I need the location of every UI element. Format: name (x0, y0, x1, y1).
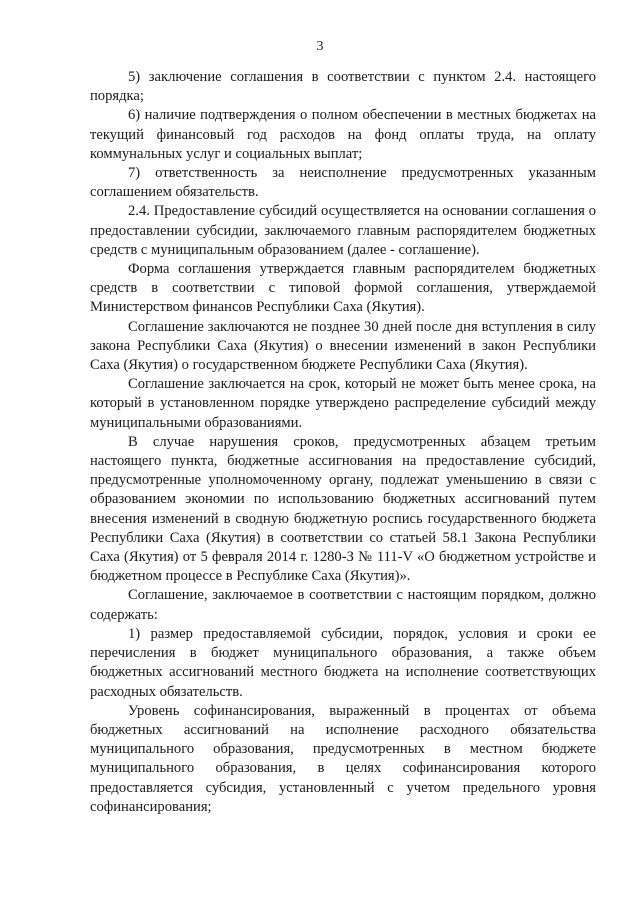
page-number: 3 (316, 39, 324, 54)
paragraph: 5) заключение соглашения в соответствии с пунктом 2.4. настоящего порядка; (90, 69, 596, 105)
paragraph: Уровень софинансирования, выраженный в процентах от объема бюджетных ассигнований на исполнение расходного обязательства муниципального образования, предусмотренных в местном бюджете муниципального образования, в целях софинансирования которого предоставляется субсидия, установленный с учетом предельного уровня софинансирования; (90, 702, 596, 815)
paragraph: В случае нарушения сроков, предусмотренных абзацем третьим настоящего пункта, бюджетные ассигнования на предоставление субсидий, предусмотренные уполномоченному органу, подлежат уменьшению в связи с образованием экономии по использованию бюджетных ассигнований путем внесения изменений в сводную бюджетную роспись государственного бюджета Республики Саха (Якутия) в соответствии со статьей 58.1 Закона Республики Саха (Якутия) от 5 февраля 2014 г. 1280-З № 111-V «О бюджетном устройстве и бюджетном процессе в Республике Саха (Якутия)». (90, 433, 596, 585)
paragraph: 6) наличие подтверждения о полном обеспечении в местных бюджетах на текущий финансовый год расходов на фонд оплаты труда, на оплату коммунальных услуг и социальных выплат; (90, 107, 596, 162)
paragraph: 1) размер предоставляемой субсидии, порядок, условия и сроки ее перечисления в бюджет муниципального образования, а также объем бюджетных ассигнований местного бюджета на исполнение соответствующих расходных обязательств. (90, 625, 596, 700)
paragraph: Соглашение заключаются не позднее 30 дней после дня вступления в силу закона Республики Саха (Якутия) о внесении изменений в закон Республики Саха (Якутия) о государственном бюджете Республики Саха (Якутия). (90, 318, 596, 374)
paragraph: Соглашение заключается на срок, который не может быть менее срока, на который в установленном порядке утверждено распределение субсидий между муниципальными образованиями. (90, 376, 596, 431)
paragraph: 7) ответственность за неисполнение предусмотренных указанным соглашением обязательств. (90, 165, 596, 201)
paragraph: Форма соглашения утверждается главным распорядителем бюджетных средств в соответствии с типовой формой соглашения, утверждаемой Министерством финансов Республики Саха (Якутия). (90, 261, 596, 316)
paragraph: Соглашение, заключаемое в соответствии с настоящим порядком, должно содержать: (90, 587, 596, 623)
document-body (90, 68, 596, 817)
paragraph: 2.4. Предоставление субсидий осуществляется на основании соглашения о предоставлении субсидии, заключаемого главным распорядителем бюджетных средств с муниципальным образованием (далее - соглашение). (90, 203, 596, 258)
